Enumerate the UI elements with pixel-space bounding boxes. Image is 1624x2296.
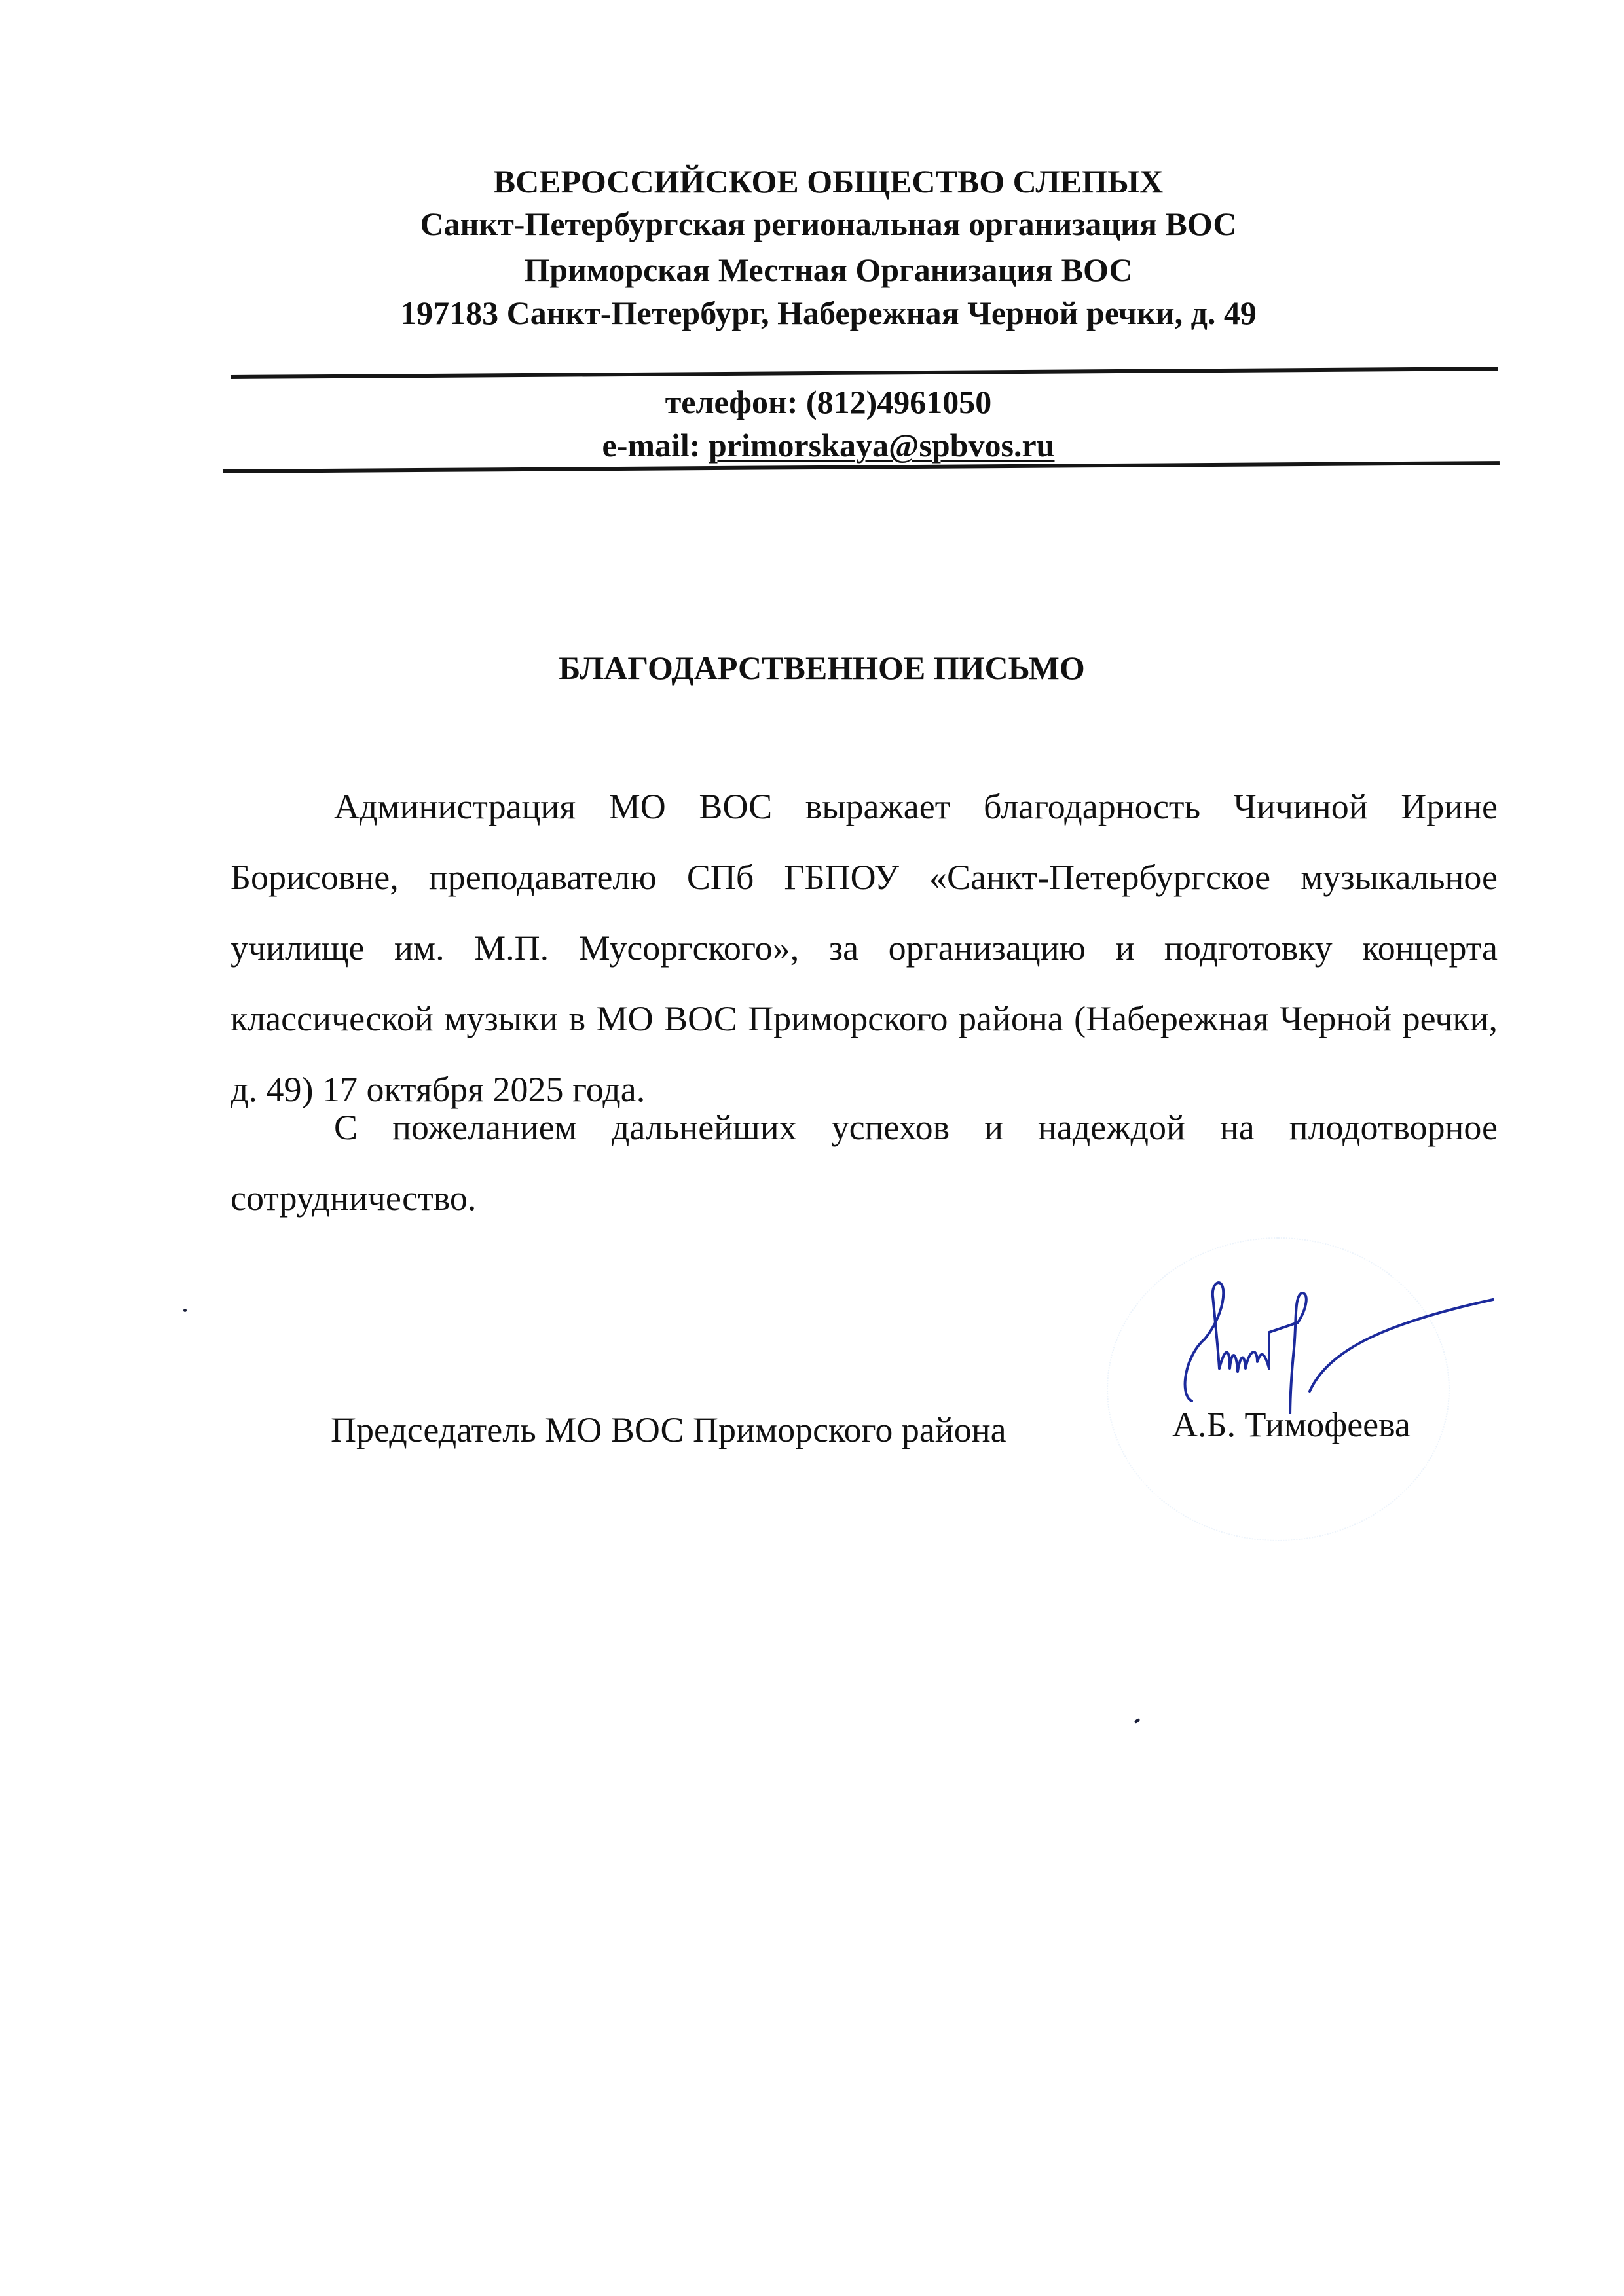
scan-speck (183, 1309, 187, 1312)
signature-stroke (1219, 1352, 1269, 1372)
body-paragraph: Администрация МО ВОС выражает благодарность Чичиной Ирине Борисовне, преподавателю СПб ГБПОУ «Санкт-Петербургское музыкальное училище им. М.П. Мусоргского», за организацию и подготовку концерта классической музыки в МО ВОС Приморского района (Набережная Черной речки, д. 49) 17 октября 2025 года. (231, 787, 1498, 1109)
letterhead-regional-org: Санкт-Петербургская региональная организация ВОС (420, 206, 1237, 242)
email-label: e-mail: (602, 427, 709, 464)
phone-number: (812)4961050 (805, 384, 992, 420)
contact-email-line (16, 426, 1624, 465)
body-paragraph: С пожеланием дальнейших успехов и надеждой на плодотворное сотрудничество. (231, 1108, 1498, 1218)
signature-stroke (1310, 1300, 1493, 1391)
letterhead-local-org: Приморская Местная Организация ВОС (524, 251, 1133, 288)
letterhead-organization: ВСЕРОССИЙСКОЕ ОБЩЕСТВО СЛЕПЫХ (493, 163, 1164, 200)
signature-stroke (1185, 1283, 1224, 1401)
signature-stroke (1290, 1293, 1306, 1414)
handwritten-signature (1153, 1270, 1519, 1414)
contact-phone-line (16, 382, 1624, 422)
scan-speck (1134, 1718, 1140, 1724)
phone-label: телефон: (665, 384, 806, 420)
letterhead-divider-top (231, 367, 1498, 379)
email-link[interactable]: primorskaya@spbvos.ru (708, 427, 1055, 464)
signatory-role: Председатель МО ВОС Приморского района (331, 1410, 1006, 1449)
document-title: БЛАГОДАРСТВЕННОЕ ПИСЬМО (559, 649, 1085, 686)
signatory-name: А.Б. Тимофеева (1172, 1405, 1411, 1444)
letterhead-address: 197183 Санкт-Петербург, Набережная Черной речки, д. 49 (400, 295, 1257, 331)
